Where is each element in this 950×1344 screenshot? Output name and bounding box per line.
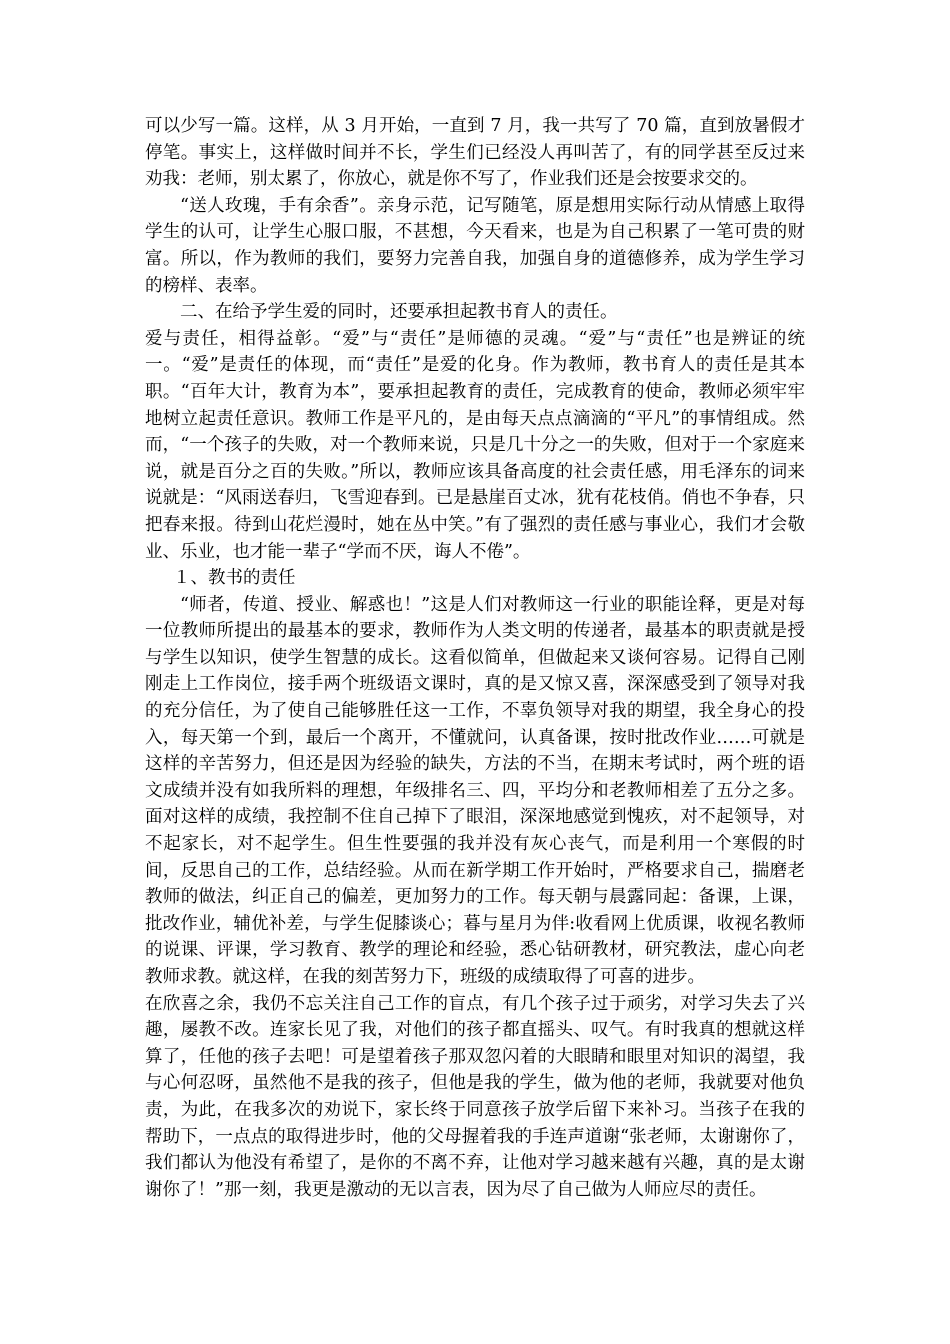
document-page <box>145 113 805 1203</box>
paragraph-teacher-duty: “师者，传道、授业、解惑也！”这是人们对教师这一行业的职能诠释，更是对每一位教师所提出的最基本的要求，教师作为人类文明的传递者，最基本的职责就是授与学生以知识，使学生智慧的成长。这看似简单，但做起来又谈何容易。记得自己刚刚走上工作岗位，接手两个班级语文课时，真的是又惊又喜，深深感受到了领导对我的充分信任，为了使自己能够胜任这一工作，不辜负领导对我的期望，我全身心的投入，每天第一个到，最后一个离开，不懂就问，认真备课，按时批改作业……可就是这样的辛苦努力，但还是因为经验的缺失，方法的不当，在期末考试时，两个班的语文成绩并没有如我所料的理想，年级排名三、四，平均分和老教师相差了五分之多。面对这样的成绩，我控制不住自己掉下了眼泪，深深地感觉到愧疚，对不起领导，对不起家长，对不起学生。但生性要强的我并没有灰心丧气，而是利用一个寒假的时间，反思自己的工作，总结经验。从而在新学期工作开始时，严格要求自己，揣磨老教师的做法，纠正自己的偏差，更加努力的工作。每天朝与晨露同起：备课，上课，批改作业，辅优补差，与学生促膝谈心；暮与星月为伴:收看网上优质课，收视名教师的说课、评课，学习教育、教学的理论和经验，悉心钻研教材，研究教法，虚心向老教师求教。就这样，在我的刻苦努力下，班级的成绩取得了可喜的进步。 <box>145 594 805 987</box>
paragraph-students-progress: 在欣喜之余，我仍不忘关注自己工作的盲点，有几个孩子过于顽劣，对学习失去了兴趣，屡教不改。连家长见了我，对他们的孩子都直摇头、叹气。有时我真的想就这样算了，任他的孩子去吧！可是望着孩子那双忽闪着的大眼睛和眼里对知识的渴望，我与心何忍呀，虽然他不是我的孩子，但他是我的学生，做为他的老师，我就要对他负责，为此，在我多次的劝说下，家长终于同意孩子放学后留下来补习。当孩子在我的帮助下，一点点的取得进步时，他的父母握着我的手连声道谢“张老师，太谢谢你了，我们都认为他没有希望了，是你的不离不弃，让他对学习越来越有兴趣，真的是太谢谢你了！”那一刻，我更是激动的无以言表，因为尽了自己做为人师应尽的责任。 <box>145 993 805 1200</box>
subsection-heading-teaching-responsibility: １、教书的责任 <box>173 568 296 589</box>
paragraph-love-and-responsibility: 爱与责任，相得益彰。“爱”与“责任”是师德的灵魂。“爱”与“责任”也是辨证的统一。“爱”是责任的体现，而“责任”是爱的化身。作为教师，教书育人的责任是其本职。“百年大计，教育为本”，要承担起教育的责任，完成教育的使命，教师必须牢牢地树立起责任意识。教师工作是平凡的，是由每天点点滴滴的“平凡”的事情组成。然而，“一个孩子的失败，对一个教师来说，只是几十分之一的失败，但对于一个家庭来说，就是百分之百的失败。”所以，教师应该具备高度的社会责任感，用毛泽东的词来说就是：“风雨送春归，飞雪迎春到。已是悬崖百丈冰，犹有花枝俏。俏也不争春，只把春来报。待到山花烂漫时，她在丛中笑。”有了强烈的责任感与事业心，我们才会敬业、乐业，也才能一辈子“学而不厌，诲人不倦”。 <box>145 328 805 562</box>
paragraph-roses-quote: “送人玫瑰，手有余香”。亲身示范，记写随笔，原是想用实际行动从情感上取得学生的认可，让学生心服口服，不甚想，今天看来，也是为自己积累了一笔可贵的财富。所以，作为教师的我们，要努力完善自我，加强自身的道德修养，成为学生学习的榜样、表率。 <box>145 195 805 296</box>
paragraph-continuation: 可以少写一篇。这样，从 3 月开始，一直到 7 月，我一共写了 70 篇，直到放暑假才停笔。事实上，这样做时间并不长，学生们已经没人再叫苦了，有的同学甚至反过来劝我：老师，别太累了，你放心，就是你不写了，作业我们还是会按要求交的。 <box>145 116 805 190</box>
section-heading-two: 二、在给予学生爱的同时，还要承担起教书育人的责任。 <box>180 302 618 323</box>
